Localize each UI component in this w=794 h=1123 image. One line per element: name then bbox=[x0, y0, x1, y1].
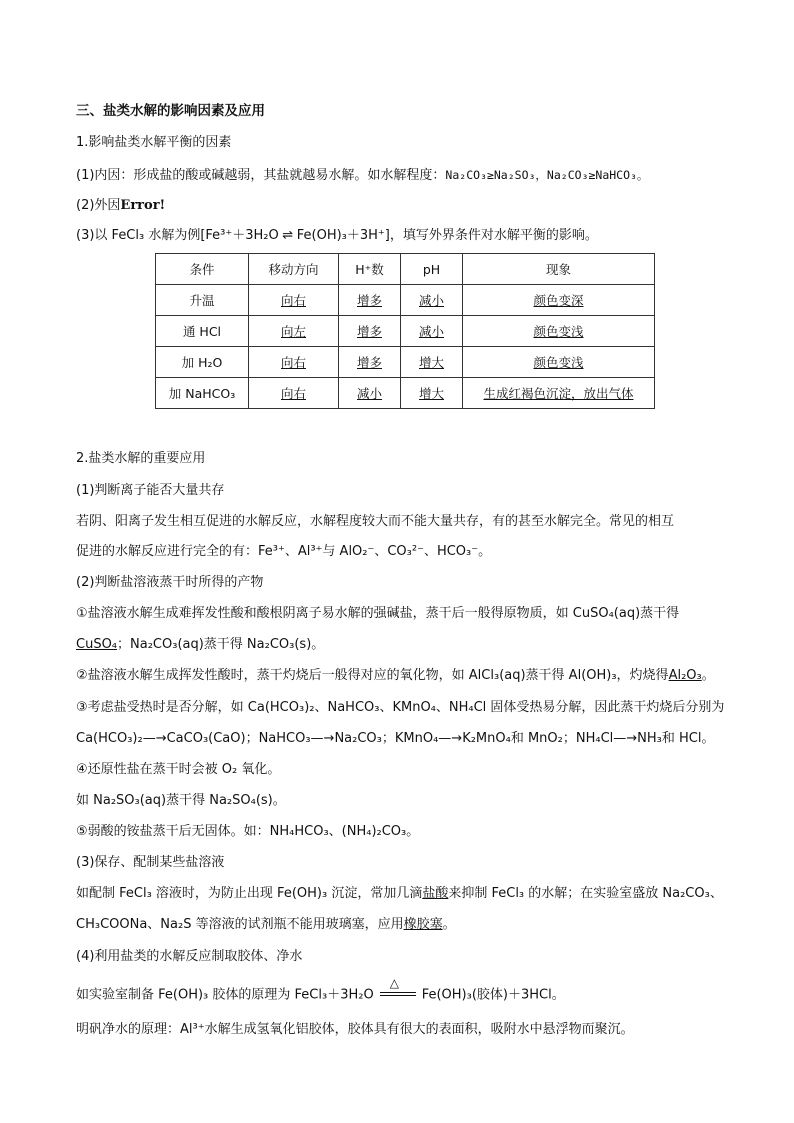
internal-factor bbox=[76, 166, 648, 185]
equilibrium-arrow-icon: ⇌ bbox=[282, 228, 294, 243]
heat-triangle-icon: △ bbox=[389, 976, 399, 990]
table-cell: 减小 bbox=[418, 293, 444, 308]
table-cell: 加 H₂O bbox=[156, 347, 249, 378]
table-header: H⁺数 bbox=[339, 254, 401, 285]
table-header: 现象 bbox=[463, 254, 655, 285]
fecl3-text-a: (3)以 FeCl₃ 水解为例[Fe³⁺＋3H₂O bbox=[76, 228, 279, 243]
evap-item-1: ①盐溶液水解生成难挥发性酸和酸根阴离子易水解的强碱盐，蒸干后一般得原物质，如 CuSO₄(aq)蒸干得 bbox=[76, 606, 680, 621]
table-cell: 增大 bbox=[418, 386, 444, 401]
coexistence-para-1: 若阴、阳离子发生相互促进的水解反应，水解程度较大而不能大量共存，有的甚至水解完全。常见的相互 bbox=[76, 514, 675, 529]
evap-item-4: ④还原性盐在蒸干时会被 O₂ 氧化。 bbox=[76, 762, 281, 777]
evap-item-5: ⑤弱酸的铵盐蒸干后无固体。如：NH₄HCO₃、(NH₄)₂CO₃。 bbox=[76, 824, 420, 839]
equals-line-bottom bbox=[380, 995, 416, 996]
fecl3-text-b: Fe(OH)₃＋3H⁺]，填写外界条件对水解平衡的影响。 bbox=[296, 228, 598, 243]
heading-applications: 2.盐类水解的重要应用 bbox=[76, 451, 206, 466]
answer-hcl: 盐酸 bbox=[422, 886, 449, 901]
storage-para-2 bbox=[76, 916, 456, 934]
table-header-row bbox=[156, 254, 655, 285]
storage-text-d: 。 bbox=[442, 917, 456, 932]
table-row bbox=[156, 316, 655, 347]
table-header: 移动方向 bbox=[249, 254, 339, 285]
storage-text-b: 来抑制 FeCl₃ 的水解；在实验室盛放 Na₂CO₃、 bbox=[448, 886, 723, 901]
equation-right: Fe(OH)₃(胶体)＋3HCl。 bbox=[421, 987, 565, 1003]
error-text: Error! bbox=[120, 198, 166, 213]
table-row bbox=[156, 378, 655, 409]
sub-colloid: (4)利用盐类的水解反应制取胶体、净水 bbox=[76, 949, 303, 964]
table-cell: 减小 bbox=[418, 324, 444, 339]
internal-factor-formula: Na₂CO₃≥Na₂SO₃，Na₂CO₃≥NaHCO₃。 bbox=[445, 168, 649, 182]
hydrolysis-table bbox=[155, 253, 655, 409]
table-cell: 增多 bbox=[356, 324, 382, 339]
sub-storage: (3)保存、配制某些盐溶液 bbox=[76, 855, 225, 870]
table-cell: 加 NaHCO₃ bbox=[156, 378, 249, 409]
evap-item-3: ③考虑盐受热时是否分解，如 Ca(HCO₃)₂、NaHCO₃、KMnO₄、NH₄Cl 固体受热易分解，因此蒸干灼烧后分别为 bbox=[76, 700, 725, 715]
table-cell: 增多 bbox=[356, 355, 382, 370]
internal-factor-text: (1)内因：形成盐的酸或碱越弱，其盐就越易水解。如水解程度： bbox=[76, 168, 446, 183]
coexistence-para-2: 促进的水解反应进行完全的有：Fe³⁺、Al³⁺与 AlO₂⁻、CO₃²⁻、HCO₃⁻。 bbox=[76, 544, 492, 559]
evap-item-3b: Ca(HCO₃)₂—→CaCO₃(CaO)；NaHCO₃—→Na₂CO₃；KMnO₄—→K₂MnO₄和 MnO₂；NH₄Cl—→NH₃和 HCl。 bbox=[76, 731, 715, 746]
table-cell: 减小 bbox=[356, 386, 382, 401]
table-cell: 增多 bbox=[356, 293, 382, 308]
section-title: 三、盐类水解的影响因素及应用 bbox=[76, 103, 265, 119]
equals-line-top bbox=[380, 992, 416, 993]
table-cell: 向右 bbox=[280, 293, 306, 308]
table-row bbox=[156, 347, 655, 378]
sub-evaporation: (2)判断盐溶液蒸干时所得的产物 bbox=[76, 575, 264, 590]
storage-para-1 bbox=[76, 885, 723, 903]
evap-item-1b bbox=[76, 636, 324, 654]
external-factor-text: (2)外因 bbox=[76, 198, 121, 213]
evap-item-2-end: 。 bbox=[701, 668, 715, 683]
heading-factors: 1.影响盐类水解平衡的因素 bbox=[76, 135, 232, 150]
table-cell: 颜色变深 bbox=[533, 293, 584, 308]
table-header: 条件 bbox=[156, 254, 249, 285]
alum-para: 明矾净水的原理：Al³⁺水解生成氢氧化铝胶体，胶体具有很大的表面积，吸附水中悬浮物而聚沉。 bbox=[76, 1022, 634, 1037]
table-row bbox=[156, 285, 655, 316]
answer-al2o3: Al₂O₃ bbox=[668, 668, 702, 683]
table-cell: 颜色变浅 bbox=[533, 324, 584, 339]
table-header: pH bbox=[401, 254, 463, 285]
evap-item-2-text: ②盐溶液水解生成挥发性酸时，蒸干灼烧后一般得对应的氧化物，如 AlCl₃(aq)蒸干得 Al(OH)₃，灼烧得 bbox=[76, 668, 669, 683]
table-cell: 向右 bbox=[280, 386, 306, 401]
fecl3-intro bbox=[76, 227, 598, 245]
colloid-equation bbox=[76, 976, 565, 1005]
storage-text-c: CH₃COONa、Na₂S 等溶液的试剂瓶不能用玻璃塞，应用 bbox=[76, 917, 404, 932]
evap-item-2 bbox=[76, 667, 715, 685]
table-cell: 向右 bbox=[280, 355, 306, 370]
storage-text-a: 如配制 FeCl₃ 溶液时，为防止出现 Fe(OH)₃ 沉淀，常加几滴 bbox=[76, 886, 423, 901]
sub-coexistence: (1)判断离子能否大量共存 bbox=[76, 483, 225, 498]
heat-condition bbox=[378, 976, 418, 1004]
table-cell: 生成红褐色沉淀，放出气体 bbox=[483, 386, 634, 401]
evap-item-1b-text: ；Na₂CO₃(aq)蒸干得 Na₂CO₃(s)。 bbox=[117, 637, 325, 652]
table-cell: 升温 bbox=[156, 285, 249, 316]
external-factor bbox=[76, 197, 165, 215]
answer-rubber-stopper: 橡胶塞 bbox=[403, 917, 443, 932]
table-cell: 向左 bbox=[280, 324, 306, 339]
equation-left: 如实验室制备 Fe(OH)₃ 胶体的原理为 FeCl₃＋3H₂O bbox=[76, 987, 374, 1003]
evap-item-4b: 如 Na₂SO₃(aq)蒸干得 Na₂SO₄(s)。 bbox=[76, 793, 286, 808]
table-cell: 通 HCl bbox=[156, 316, 249, 347]
table-cell: 增大 bbox=[418, 355, 444, 370]
answer-cuso4: CuSO₄ bbox=[76, 637, 118, 652]
table-cell: 颜色变浅 bbox=[533, 355, 584, 370]
